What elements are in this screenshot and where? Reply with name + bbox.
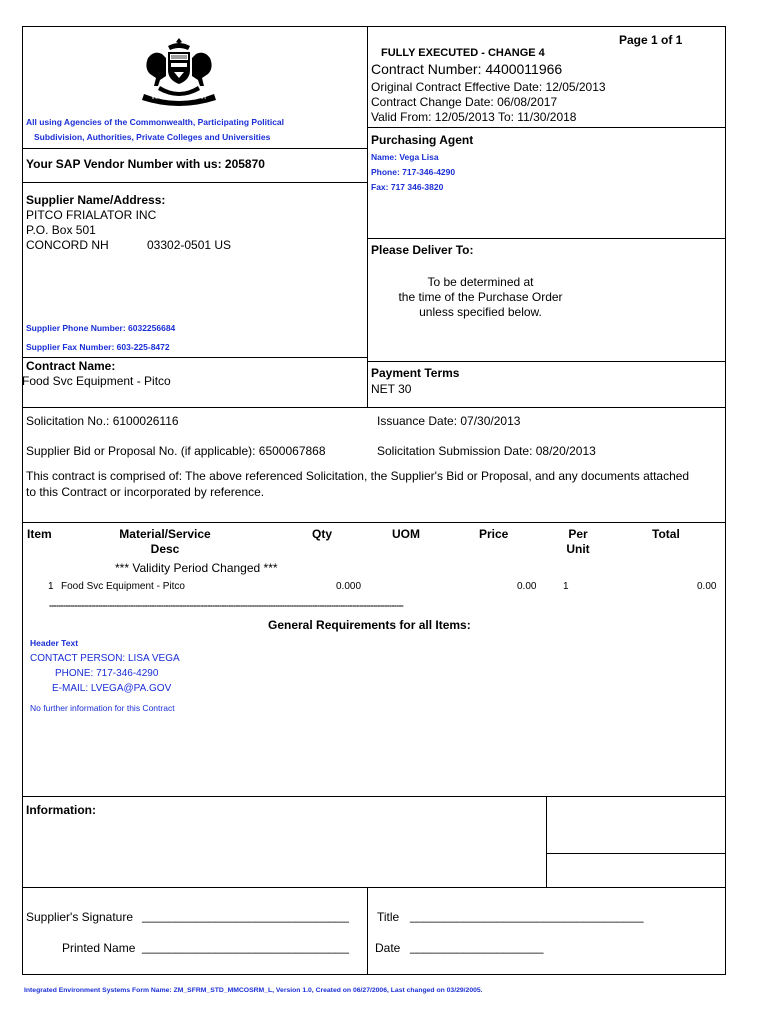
frame-bottom <box>22 974 726 975</box>
agencies-line-1: All using Agencies of the Commonwealth, Participating Political <box>26 117 285 127</box>
supplier-phone: Supplier Phone Number: 6032256684 <box>26 323 176 333</box>
row-per-unit: 1 <box>563 581 569 592</box>
contact-phone: PHONE: 717-346-4290 <box>55 668 159 679</box>
frame-left <box>22 26 23 974</box>
col-uom: UOM <box>392 527 420 541</box>
date-line: ____________________ <box>410 940 544 954</box>
info-sub-rule <box>546 853 726 854</box>
contract-name-value: Food Svc Equipment - Pitco <box>22 374 171 388</box>
supplier-address: P.O. Box 501 <box>26 223 96 237</box>
information-title: Information: <box>26 803 96 817</box>
rule-contract-name <box>22 357 367 358</box>
original-effective-date: Original Contract Effective Date: 12/05/2013 <box>371 80 606 94</box>
solicitation-number: Solicitation No.: 6100026116 <box>26 414 179 428</box>
deliver-title: Please Deliver To: <box>371 243 474 257</box>
commonwealth-seal-icon <box>138 36 220 106</box>
row-qty: 0.000 <box>336 581 362 592</box>
status-heading: FULLY EXECUTED - CHANGE 4 <box>381 47 545 59</box>
deliver-line-2: the time of the Purchase Order <box>398 290 563 304</box>
contract-change-date: Contract Change Date: 06/08/2017 <box>371 95 558 109</box>
col-price: Price <box>479 527 509 541</box>
frame-top <box>22 26 726 27</box>
page-label: Page 1 of 1 <box>619 33 683 47</box>
printed-name-label: Printed Name <box>62 941 136 955</box>
supplier-bid-number: Supplier Bid or Proposal No. (if applicable): 6500067868 <box>26 444 326 458</box>
payment-terms-value: NET 30 <box>371 382 412 396</box>
info-divider <box>546 796 547 887</box>
supplier-signature-label: Supplier's Signature <box>26 910 134 924</box>
comprised-line-2: to this Contract or incorporated by reference. <box>26 485 265 499</box>
deliver-line-3: unless specified below. <box>419 305 542 319</box>
vendor-number: Your SAP Vendor Number with us: 205870 <box>26 157 265 171</box>
col-qty: Qty <box>312 527 333 541</box>
col-per-line-1: Per <box>568 527 588 541</box>
frame-right <box>725 26 726 974</box>
footer-form-info: Integrated Environment Systems Form Name: ZM_SFRM_STD_MMCOSRM_L, Version 1.0, Created on 06/27/2006, Last changed on 03/29/2005. <box>24 987 483 994</box>
dashed-separator: -------------------------------------------------------------------------------------------------------------------------------------------------------- <box>49 600 404 610</box>
issuance-date: Issuance Date: 07/30/2013 <box>377 414 521 428</box>
rule-items-top <box>22 522 726 523</box>
col-item: Item <box>27 527 52 541</box>
supplier-signature-line: _______________________________ <box>142 909 349 923</box>
row-total: 0.00 <box>697 581 717 592</box>
row-item-number: 1 <box>48 581 54 592</box>
row-description: Food Svc Equipment - Pitco <box>61 581 185 592</box>
col-per-line-2: Unit <box>566 542 590 556</box>
agent-name: Name: Vega Lisa <box>371 152 439 162</box>
comprised-line-1: This contract is comprised of: The above referenced Solicitation, the Supplier's Bid or Proposal, and any documents attached <box>26 469 690 483</box>
col-material-line-1: Material/Service <box>119 527 211 541</box>
rule-signature <box>22 887 726 888</box>
column-divider <box>367 26 368 407</box>
rule-deliver-top <box>367 238 725 239</box>
supplier-fax: Supplier Fax Number: 603-225-8472 <box>26 342 170 352</box>
rule-information <box>22 796 726 797</box>
no-further-info: No further information for this Contract <box>30 703 175 713</box>
purchasing-agent-title: Purchasing Agent <box>371 133 474 147</box>
contract-name-title: Contract Name: <box>26 359 116 373</box>
agencies-line-2: Subdivision, Authorities, Private Colleges and Universities <box>34 132 271 142</box>
supplier-name: PITCO FRIALATOR INC <box>26 208 157 222</box>
printed-name-line: _______________________________ <box>142 940 349 954</box>
rule-vendor-top <box>22 148 367 149</box>
col-material-line-2: Desc <box>150 542 180 556</box>
rule-vendor-bottom <box>22 182 367 183</box>
title-label: Title <box>377 910 400 924</box>
payment-terms-title: Payment Terms <box>371 366 460 380</box>
signature-divider <box>367 887 368 974</box>
agent-phone: Phone: 717-346-4290 <box>371 167 456 177</box>
deliver-line-1: To be determined at <box>427 275 534 289</box>
col-total: Total <box>652 527 680 541</box>
general-requirements-title: General Requirements for all Items: <box>268 618 471 632</box>
agent-fax: Fax: 717 346-3820 <box>371 182 444 192</box>
contract-number: Contract Number: 4400011966 <box>371 61 563 77</box>
title-line: ___________________________________ <box>410 909 644 923</box>
contact-email: E-MAIL: LVEGA@PA.GOV <box>52 683 172 694</box>
header-text-label: Header Text <box>30 638 79 648</box>
date-label: Date <box>375 941 401 955</box>
rule-payment-top <box>367 361 725 362</box>
rule-solicitation <box>22 407 726 408</box>
submission-date: Solicitation Submission Date: 08/20/2013 <box>377 444 596 458</box>
validity-changed: *** Validity Period Changed *** <box>115 561 278 575</box>
supplier-zip: 03302-0501 US <box>147 238 232 252</box>
row-price: 0.00 <box>517 581 537 592</box>
supplier-city: CONCORD NH <box>26 238 109 252</box>
supplier-title: Supplier Name/Address: <box>26 193 166 207</box>
contact-person: CONTACT PERSON: LISA VEGA <box>30 653 180 664</box>
rule-agent-top <box>367 127 725 128</box>
valid-period: Valid From: 12/05/2013 To: 11/30/2018 <box>371 110 577 124</box>
